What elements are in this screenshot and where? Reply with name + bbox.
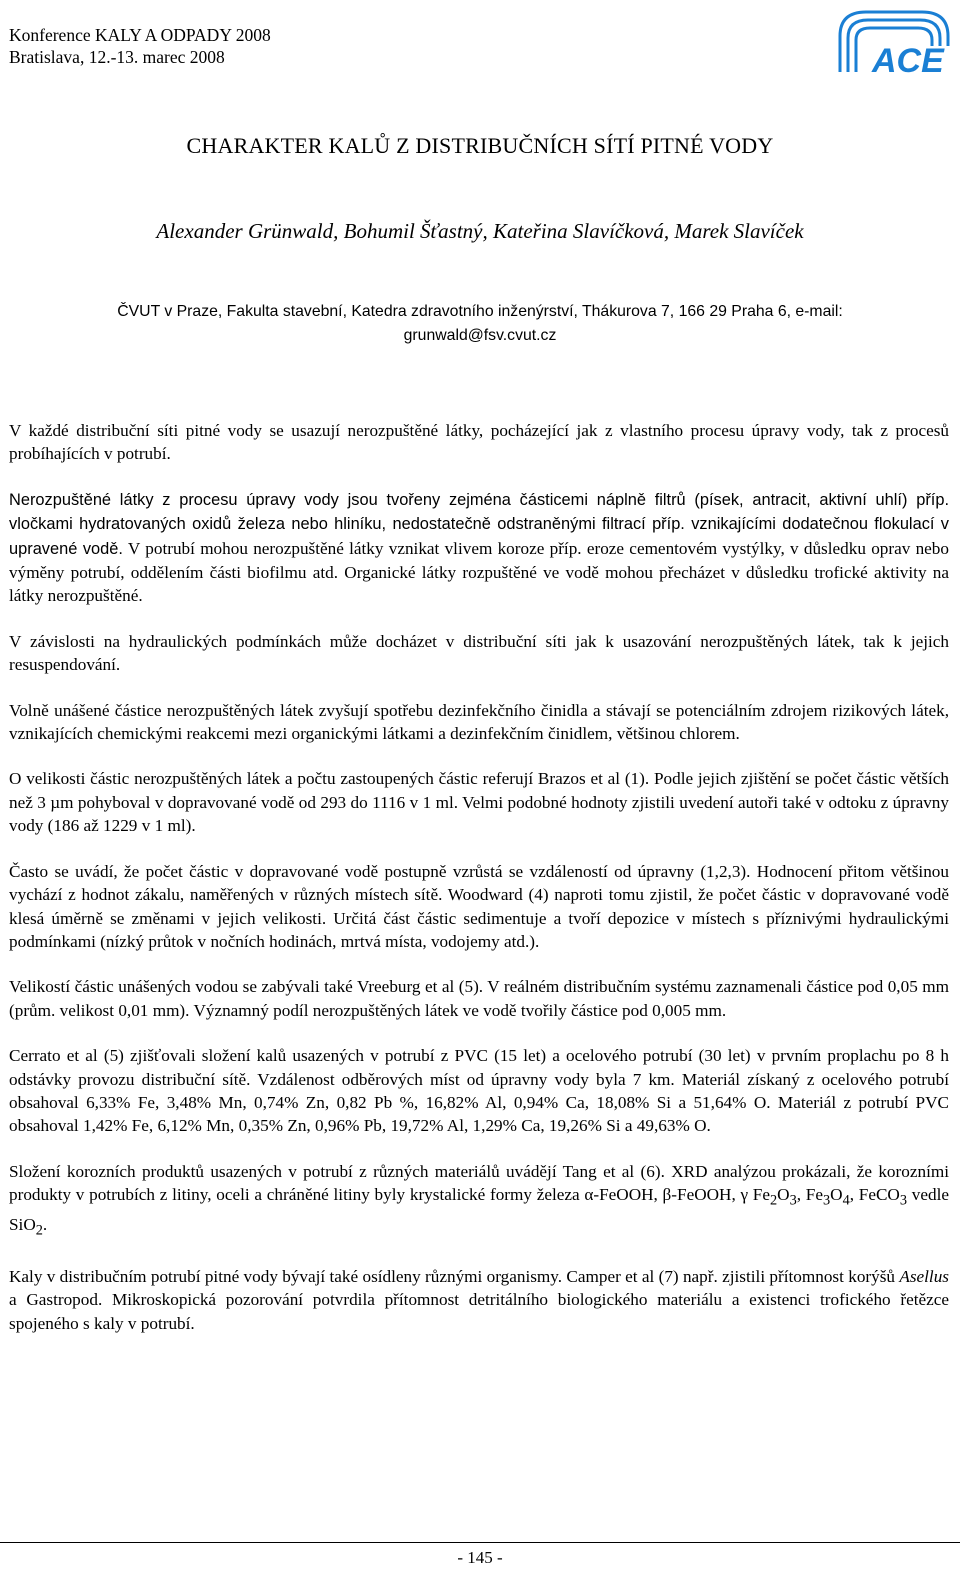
conference-name: Konference KALY A ODPADY 2008: [9, 25, 271, 45]
conference-header: [9, 24, 271, 68]
p9-sub-4: 4: [842, 1192, 850, 1209]
footer-rule: [0, 1542, 960, 1543]
page-number: - 145 -: [457, 1548, 503, 1567]
p10-species-name: Asellus: [899, 1266, 949, 1286]
paper-authors: Alexander Grünwald, Bohumil Šťastný, Kateřina Slavíčková, Marek Slavíček: [156, 219, 804, 243]
paragraph-2-part-1: Nerozpuštěné látky z procesu úpravy vody jsou tvořeny zejména částicemi náplně filtrů (písek, antracit, aktivní uhlí) příp. vločkami hydratovaných oxidů železa nebo hliníku, nedostatečně odstraněnými filtrací příp. vznikajícími dodatečnou flokulací v upravené vodě.: [9, 490, 949, 558]
paragraph-2: [9, 488, 949, 608]
p9-text-a: Složení korozních produktů usazených v potrubí z různých materiálů uvádějí Tang et al (6). XRD analýzou prokázali, že korozními produkty v potrubích z litiny, oceli a chráněné litiny byly krystalické formy železa α-FeOOH, β-FeOOH, γ Fe: [9, 1161, 949, 1205]
p9-text-b: O: [777, 1185, 790, 1205]
paragraph-7: Velikostí částic unášených vodou se zabývali také Vreeburg et al (5). V reálném distribučním systému zaznamenali částice pod 0,05 mm (prům. velikost 0,01 mm). Významný podíl nerozpuštěných látek ve vodě tvořily částice pod 0,005 mm.: [9, 977, 949, 1020]
p9-sub-3: 3: [822, 1192, 831, 1209]
p9-text-g: .: [42, 1215, 48, 1234]
ace-logo: [836, 6, 954, 76]
paragraph-4: Volně unášené částice nerozpuštěných látek zvyšují spotřebu dezinfekčního činidla a stávají se potenciálním zdrojem rizikových látek, vznikajících chemickými reakcemi mezi organickými látkami a dezinfekčním činidlem, většinou chlorem.: [9, 700, 949, 744]
p9-sub-2: 3: [789, 1192, 797, 1209]
logo-lettering: ACE: [872, 42, 944, 76]
p9-text-f: vedle SiO: [9, 1185, 949, 1234]
p9-text-e: , FeCO: [849, 1185, 900, 1205]
paper-body: [9, 419, 949, 1357]
p10-text-b: a Gastropod. Mikroskopická pozorování potvrdila přítomnost detritálního biologického materiálu a existenci trofického řetězce spojeného s kaly v potrubí.: [9, 1290, 949, 1333]
affiliation-line-1: ČVUT v Praze, Fakulta stavební, Katedra zdravotního inženýrství, Thákurova 7, 166 29 Praha 6, e-mail:: [117, 303, 843, 320]
p9-text-d: O: [830, 1185, 843, 1205]
p9-text-c: , Fe: [796, 1185, 823, 1205]
p9-sub-6: 2: [35, 1222, 43, 1239]
author-affiliation: [0, 300, 960, 348]
paper-title: CHARAKTER KALŮ Z DISTRIBUČNÍCH SÍTÍ PITNÉ VODY: [186, 133, 774, 158]
paragraph-8: Cerrato et al (5) zjišťovali složení kalů usazených v potrubí z PVC (15 let) a ocelového potrubí (30 let) v prvním proplachu po 8 h odstávky provozu distribuční sítě. Vzdálenost odběrových míst od úpravny vody byla 7 km. Materiál získaný z ocelového potrubí obsahoval 6,33% Fe, 3,48% Mn, 0,74% Zn, 0,82 Pb %, 16,82% Al, 0,94% Ca, 18,08% Si a 51,64% O. Materiál z potrubí PVC obsahoval 1,42% Fe, 6,12% Mn, 0,35% Zn, 0,96% Pb, 19,72% Al, 1,29% Ca, 19,26% Si a 49,63% O.: [9, 1046, 949, 1136]
conference-location-date: Bratislava, 12.-13. marec 2008: [9, 47, 225, 67]
paragraph-2-part-2: V potrubí mohou nerozpuštěné látky vznikat vlivem koroze příp. eroze cementovém vystýlky, v důsledku oprav nebo výměny potrubí, oddělením části biofilmu atd. Organické látky rozpuštěné ve vodě mohou přecházet v důsledku trofické aktivity na látky nerozpuštěné.: [9, 538, 949, 606]
p10-text-a: Kaly v distribučním potrubí pitné vody bývají také osídleny různými organismy. Camper et al (7) např. zjistili přítomnost korýšů: [9, 1266, 900, 1286]
paragraph-3: V závislosti na hydraulických podmínkách může docházet v distribuční síti jak k usazování nerozpuštěných látek, tak k jejich resuspendování.: [9, 631, 949, 675]
paragraph-5: O velikosti částic nerozpuštěných látek a počtu zastoupených částic referují Brazos et al (1). Podle jejich zjištění se počet částic větších než 3 µm pohyboval v dopravované vodě od 293 do 1116 v 1 ml. Velmi podobné hodnoty zjistili uvedení autoři také v odtoku z úpravny vody (186 až 1229 v 1 ml).: [9, 769, 949, 836]
paragraph-9: [9, 1160, 949, 1243]
paragraph-10: [9, 1265, 949, 1335]
p9-sub-5: 3: [899, 1192, 908, 1209]
paragraph-6: Často se uvádí, že počet částic v dopravované vodě postupně vzrůstá se vzdáleností od úpravny (1,2,3). Hodnocení přitom většinou vychází z hodnot zákalu, naměřených v různých místech sítě. Woodward (4) naproti tomu zjistil, že počet částic v dopravované vodě klesá úměrně se změnami v jejich velikosti. Určitá část částic sedimentuje a tvoří depozice v místech s příznivými hydraulickými podmínkami (nízký průtok v nočních hodinách, mrtvá místa, vodojemy atd.).: [9, 861, 949, 951]
p9-sub-1: 2: [770, 1192, 778, 1209]
affiliation-email: grunwald@fsv.cvut.cz: [403, 327, 557, 344]
paragraph-1: V každé distribuční síti pitné vody se usazují nerozpuštěné látky, pocházející jak z vlastního procesu úpravy vody, tak z procesů probíhajících v potrubí.: [9, 421, 949, 464]
